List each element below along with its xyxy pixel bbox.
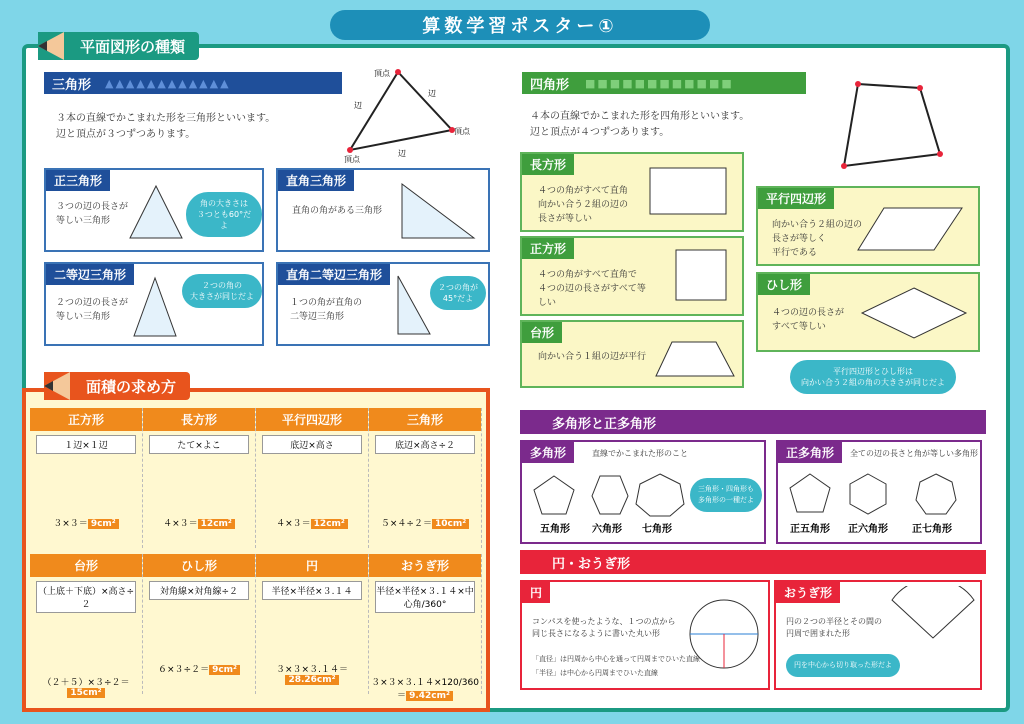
quad-bar xyxy=(522,72,806,94)
area-title: ひし形 xyxy=(143,554,255,577)
section-tag-label: 面積の求め方 xyxy=(86,377,177,396)
area-calc: ３×３＝ xyxy=(53,519,88,529)
card-text: 向かい合う１組の辺が平行 xyxy=(538,352,647,362)
area-answer: 9cm² xyxy=(88,519,119,529)
card-text: 直角の角がある三角形 xyxy=(292,206,383,216)
polygon-shapes xyxy=(530,470,690,540)
area-figure xyxy=(369,458,481,516)
triangle-bar-label: 三角形 xyxy=(52,77,92,93)
area-figure xyxy=(256,458,368,516)
area-figure xyxy=(256,604,368,662)
card-polygon xyxy=(520,440,766,544)
area-result xyxy=(369,516,481,529)
card-bubble: ２つの角が 45°だよ xyxy=(430,276,486,310)
area-result xyxy=(256,662,368,685)
card-circle xyxy=(520,580,770,690)
area-result xyxy=(369,675,481,701)
area-figure xyxy=(369,617,481,675)
area-figure xyxy=(30,458,142,516)
area-figure xyxy=(30,617,142,675)
svg-text:正七角形: 正七角形 xyxy=(912,524,952,535)
rhombus-shape xyxy=(858,284,970,342)
card-text: ４つの角がすべて直角で ４つの辺の長さがすべて等しい xyxy=(538,270,646,308)
area-calc: ３×３×３.１４＝ xyxy=(276,665,348,675)
area-title: 長方形 xyxy=(143,408,255,431)
area-card xyxy=(143,554,256,694)
area-formula: 対角線×対角線÷２ xyxy=(149,581,249,600)
area-title: 正方形 xyxy=(30,408,142,431)
card-title: 多角形 xyxy=(522,442,574,463)
area-formula: （上底＋下底）×高さ÷２ xyxy=(36,581,136,613)
circle-bar xyxy=(520,550,986,574)
card-title: 正三角形 xyxy=(46,170,110,191)
poster-title: 算数学習ポスター① xyxy=(330,10,710,40)
quad-diagram xyxy=(816,70,966,178)
card-regular-polygon xyxy=(776,440,982,544)
card-square xyxy=(520,236,744,316)
quad-bar-label: 四角形 xyxy=(530,77,570,93)
section-tag-shapes xyxy=(38,32,199,60)
equilateral-shape xyxy=(126,182,186,242)
area-card xyxy=(30,554,143,698)
area-formula: たて×よこ xyxy=(149,435,249,454)
quad-desc1: ４本の直線でかこまれた形を四角形といいます。 xyxy=(530,111,750,122)
circle-bar-label: 円・おうぎ形 xyxy=(552,556,631,572)
card-title: 直角二等辺三角形 xyxy=(278,264,390,285)
circle-shape xyxy=(686,596,762,672)
area-figure xyxy=(143,604,255,662)
card-title: 台形 xyxy=(522,322,562,343)
svg-text:六角形: 六角形 xyxy=(592,524,622,535)
card-text: １つの角が直角の 二等辺三角形 xyxy=(290,298,363,322)
card-bubble: 円を中心から切り取った形だよ xyxy=(786,654,900,677)
area-card xyxy=(143,408,256,548)
area-answer: 10cm² xyxy=(432,519,469,529)
area-calc: ４×３＝ xyxy=(163,519,198,529)
card-title: 直角三角形 xyxy=(278,170,354,191)
svg-text:正六角形: 正六角形 xyxy=(848,524,888,535)
card-equilateral xyxy=(44,168,264,252)
triangle-pattern: ▲▲▲▲▲▲▲▲▲▲▲▲ xyxy=(105,76,231,90)
area-card xyxy=(369,408,482,548)
svg-text:辺: 辺 xyxy=(428,89,436,98)
area-result xyxy=(143,662,255,675)
card-text: ４つの角がすべて直角 向かい合う２組の辺の 長さが等しい xyxy=(538,186,629,224)
card-text: ２つの辺の長さが 等しい三角形 xyxy=(56,298,129,322)
area-title: 円 xyxy=(256,554,368,577)
area-calc: ４×３＝ xyxy=(276,519,311,529)
area-result xyxy=(143,516,255,529)
triangle-desc1: ３本の直線でかこまれた形を三角形といいます。 xyxy=(56,113,276,124)
card-text: 円の２つの半径とその間の 円周で囲まれた形 xyxy=(786,617,882,638)
area-result xyxy=(256,516,368,529)
triangle-desc2: 辺と頂点が３つずつあります。 xyxy=(56,129,196,140)
card-text: 直線でかこまれた形のこと xyxy=(592,449,688,458)
sector-shape xyxy=(888,586,978,642)
parallelogram-shape xyxy=(854,204,966,254)
card-title: 二等辺三角形 xyxy=(46,264,134,285)
card-right-triangle xyxy=(276,168,490,252)
area-calc: ３×３×３.１４×120/360＝ xyxy=(371,678,479,701)
isosceles-shape xyxy=(130,274,180,340)
area-formula: 半径×半径×３.１４ xyxy=(262,581,362,600)
card-bubble: 三角形・四角形も 多角形の一種だよ xyxy=(690,478,762,512)
card-trapezoid xyxy=(520,320,744,388)
area-result xyxy=(30,675,142,698)
quad-desc2: 辺と頂点が４つずつあります。 xyxy=(530,127,670,138)
card-note-diameter: 「直径」は円周から中心を通って円周までひいた直線 xyxy=(532,655,700,663)
area-card xyxy=(369,554,482,701)
card-title: おうぎ形 xyxy=(776,582,840,603)
card-note-radius: 「半径」は中心から円周までひいた直線 xyxy=(532,669,658,677)
area-title: 三角形 xyxy=(369,408,481,431)
card-sector xyxy=(774,580,982,690)
area-answer: 9cm² xyxy=(209,665,240,675)
rectangle-shape xyxy=(646,164,730,218)
area-answer: 15cm² xyxy=(67,688,104,698)
area-formula: 半径×半径×３.１４×中心角/360° xyxy=(375,581,475,613)
svg-text:五角形: 五角形 xyxy=(540,524,570,535)
card-title: 正多角形 xyxy=(778,442,842,463)
area-grid xyxy=(30,408,482,700)
card-title: 平行四辺形 xyxy=(758,188,834,209)
section-tag-area xyxy=(44,372,190,400)
svg-text:正五角形: 正五角形 xyxy=(790,524,830,535)
svg-text:頂点: 頂点 xyxy=(344,155,360,164)
card-text: コンパスを使ったような、１つの点から 同じ長さになるように書いた丸い形 xyxy=(532,617,676,638)
area-card xyxy=(256,554,369,694)
card-title: ひし形 xyxy=(758,274,810,295)
area-answer: 12cm² xyxy=(198,519,235,529)
triangle-bar xyxy=(44,72,342,94)
svg-text:頂点: 頂点 xyxy=(374,69,390,78)
card-rectangle xyxy=(520,152,744,232)
card-bubble: 角の大きさは ３つとも60°だよ xyxy=(186,192,262,237)
area-title: おうぎ形 xyxy=(369,554,481,577)
card-text: ４つの辺の長さが すべて等しい xyxy=(772,308,845,332)
card-parallelogram xyxy=(756,186,980,266)
quad-pattern: ■■■■■■■■■■■■ xyxy=(585,76,734,90)
svg-text:辺: 辺 xyxy=(354,101,362,110)
quad-note-bubble: 平行四辺形とひし形は 向かい合う２組の角の大きさが同じだよ xyxy=(790,360,956,394)
card-text: 向かい合う２組の辺の 長さが等しく 平行である xyxy=(772,220,863,258)
card-isosceles xyxy=(44,262,264,346)
area-card xyxy=(256,408,369,548)
area-title: 台形 xyxy=(30,554,142,577)
square-shape xyxy=(672,246,730,304)
svg-text:辺: 辺 xyxy=(398,149,406,158)
area-formula: 底辺×高さ xyxy=(262,435,362,454)
regular-polygon-shapes xyxy=(786,470,976,540)
card-title: 円 xyxy=(522,582,550,603)
area-card xyxy=(30,408,143,548)
area-formula: 底辺×高さ÷２ xyxy=(375,435,475,454)
area-answer: 9.42cm² xyxy=(406,691,453,701)
card-title: 正方形 xyxy=(522,238,574,259)
svg-text:七角形: 七角形 xyxy=(642,524,672,535)
section-tag-label: 平面図形の種類 xyxy=(80,37,186,56)
area-figure xyxy=(143,458,255,516)
area-calc: ６×３÷２＝ xyxy=(157,665,210,675)
card-bubble: ２つの角の 大きさが同じだよ xyxy=(182,274,262,308)
area-title: 平行四辺形 xyxy=(256,408,368,431)
area-calc: ５×４÷２＝ xyxy=(380,519,432,529)
polygon-bar-label: 多角形と正多角形 xyxy=(552,416,657,432)
card-rhombus xyxy=(756,272,980,352)
card-text: ３つの辺の長さが 等しい三角形 xyxy=(56,202,129,226)
area-formula: １辺×１辺 xyxy=(36,435,136,454)
card-right-isosceles xyxy=(276,262,490,346)
card-title: 長方形 xyxy=(522,154,574,175)
area-answer: 28.26cm² xyxy=(285,675,338,685)
area-calc: （２＋５）×３÷２＝ xyxy=(42,678,130,688)
right-isosceles-shape xyxy=(394,272,434,338)
svg-text:頂点: 頂点 xyxy=(454,127,470,136)
trapezoid-shape xyxy=(652,338,738,380)
triangle-diagram xyxy=(340,64,490,164)
card-text: 全ての辺の長さと角が等しい多角形 xyxy=(850,449,978,458)
area-result xyxy=(30,516,142,529)
right-triangle-shape xyxy=(398,180,478,242)
area-answer: 12cm² xyxy=(311,519,348,529)
polygon-bar xyxy=(520,410,986,434)
